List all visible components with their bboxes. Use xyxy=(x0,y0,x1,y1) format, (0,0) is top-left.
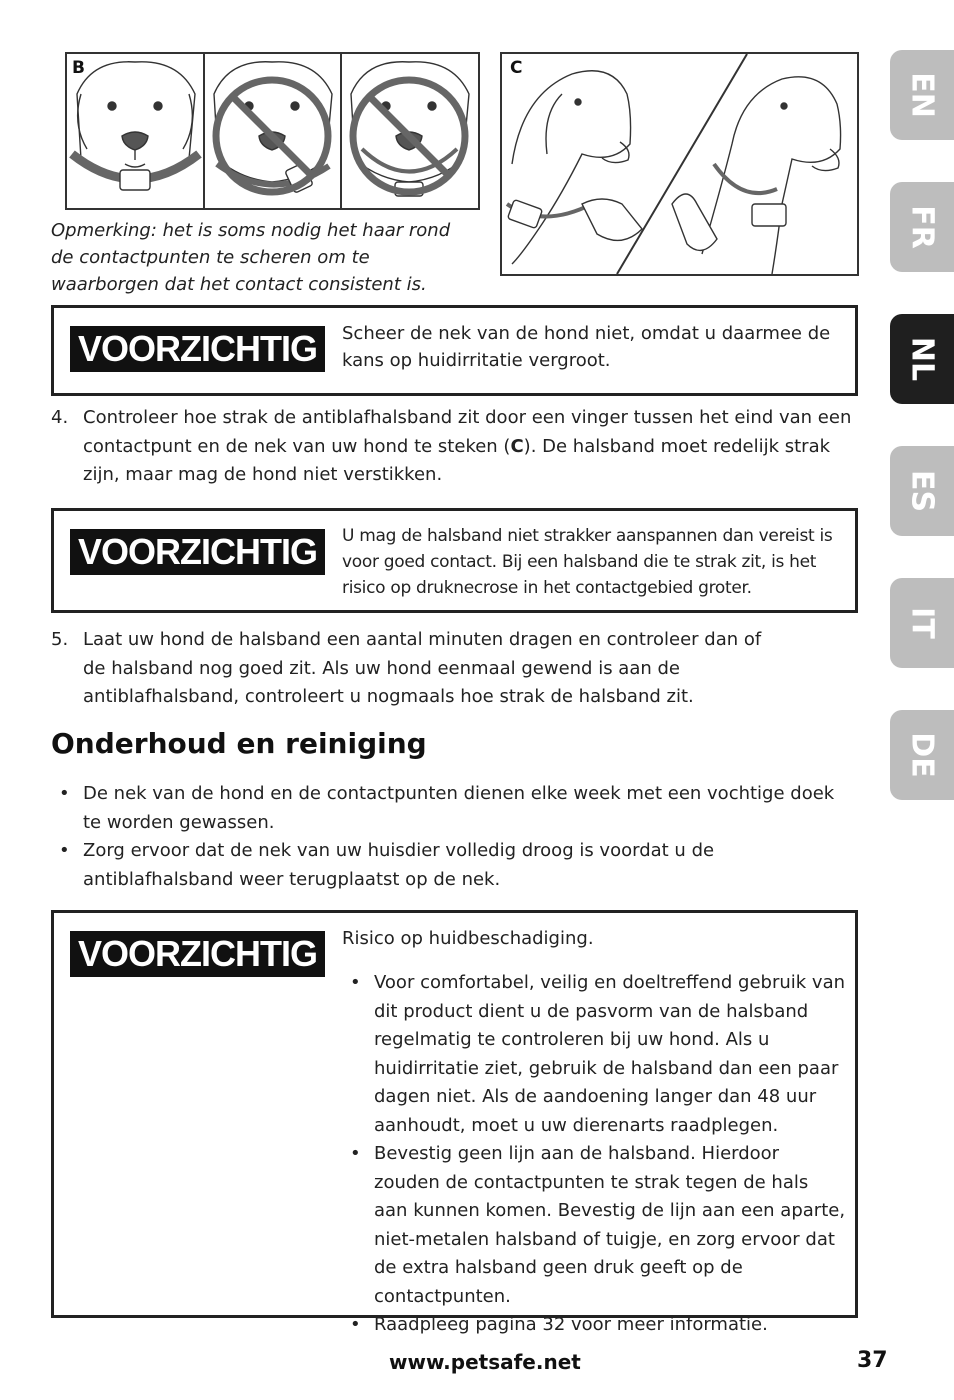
figure-c-label: C xyxy=(510,58,523,78)
language-tab-it[interactable] xyxy=(890,578,954,668)
caution-label: VOORZICHTIG xyxy=(70,326,325,372)
tab-label: DE xyxy=(904,732,940,778)
list-item: • Zorg ervoor dat de nek van uw huisdier volledig droog is voordat u de antiblafhalsband weer terugplaatst op de nek. xyxy=(51,837,856,894)
figure-ref: C xyxy=(510,435,524,457)
caution-box-tightness xyxy=(51,508,858,613)
step-text: Laat uw hond de halsband een aantal minuten dragen en controleer dan of de halsband nog goed zit. Als uw hond eenmaal gewend is aan de antiblafhalsband, controleert u nogmaals hoe strak de halsband zit. xyxy=(83,629,762,707)
figure-b-label: B xyxy=(72,58,85,78)
tab-label: ES xyxy=(904,469,940,513)
shaving-note: Opmerking: het is soms nodig het haar rond de contactpunten te scheren om te waarborgen dat het contact consistent is. xyxy=(51,220,451,295)
step-4 xyxy=(51,404,856,494)
tab-label: FR xyxy=(904,205,940,249)
list-item: • Raadpleeg pagina 32 voor meer informatie. xyxy=(342,1311,847,1340)
figure-b-collar-fit xyxy=(65,52,480,210)
collar-fit-illustration xyxy=(67,54,478,208)
language-tab-en[interactable] xyxy=(890,50,954,140)
caution-text: Scheer de nek van de hond niet, omdat u daarmee de kans op huidirritatie vergroot. xyxy=(342,323,831,371)
caution-box-shaving xyxy=(51,305,858,396)
figure-c-finger-check xyxy=(500,52,859,276)
step-5 xyxy=(51,626,856,716)
tab-label: IT xyxy=(904,607,940,639)
section-title: Onderhoud en reiniging xyxy=(51,727,427,760)
tab-label: NL xyxy=(904,336,940,382)
page-number: 37 xyxy=(857,1348,888,1373)
language-tab-de[interactable] xyxy=(890,710,954,800)
tab-label: EN xyxy=(904,72,940,118)
language-tab-nl[interactable] xyxy=(890,314,954,404)
step-number: 5. xyxy=(51,629,69,650)
caution-intro: Risico op huidbeschadiging. xyxy=(342,928,594,949)
caution-box-skin-damage xyxy=(51,910,858,1335)
step-text-before: Controleer hoe strak de antiblafhalsband zit door een vinger tussen het eind van een contactpunt en de nek van uw hond te steken ( xyxy=(83,407,852,457)
list-item: • De nek van de hond en de contactpunten dienen elke week met een vochtige doek te worden gewassen. xyxy=(51,780,856,837)
finger-check-illustration xyxy=(502,54,857,274)
maintenance-bullets xyxy=(51,780,856,894)
caution-label: VOORZICHTIG xyxy=(70,931,325,977)
step-number: 4. xyxy=(51,407,69,428)
language-tab-fr[interactable] xyxy=(890,182,954,272)
caution-label: VOORZICHTIG xyxy=(70,529,325,575)
step-text-after: ). De halsband moet redelijk strak zijn, maar mag de hond niet verstikken. xyxy=(83,435,831,485)
caution-bullets xyxy=(342,969,847,1340)
caution-text: U mag de halsband niet strakker aanspannen dan vereist is voor goed contact. Bij een halsband die te strak zit, is het risico op druknecrose in het contactgebied groter. xyxy=(342,526,833,598)
language-tab-es[interactable] xyxy=(890,446,954,536)
footer-url[interactable]: www.petsafe.net xyxy=(389,1350,581,1374)
list-item: • Bevestig geen lijn aan de halsband. Hierdoor zouden de contactpunten te strak tegen de hals aan kunnen komen. Bevestig de lijn aan een aparte, niet-metalen halsband of tuigje, en zorg ervoor dat de extra halsband geen druk geeft op de contactpunten. xyxy=(342,1140,847,1311)
list-item: • Voor comfortabel, veilig en doeltreffend gebruik van dit product dient u de pasvorm van de halsband regelmatig te controleren bij uw hond. Als u huidirritatie ziet, gebruik de halsband dan een paar dagen niet. Als de aandoening langer dan 48 uur aanhoudt, moet u uw dierenarts raadplegen. xyxy=(342,969,847,1140)
step-text xyxy=(83,404,858,490)
